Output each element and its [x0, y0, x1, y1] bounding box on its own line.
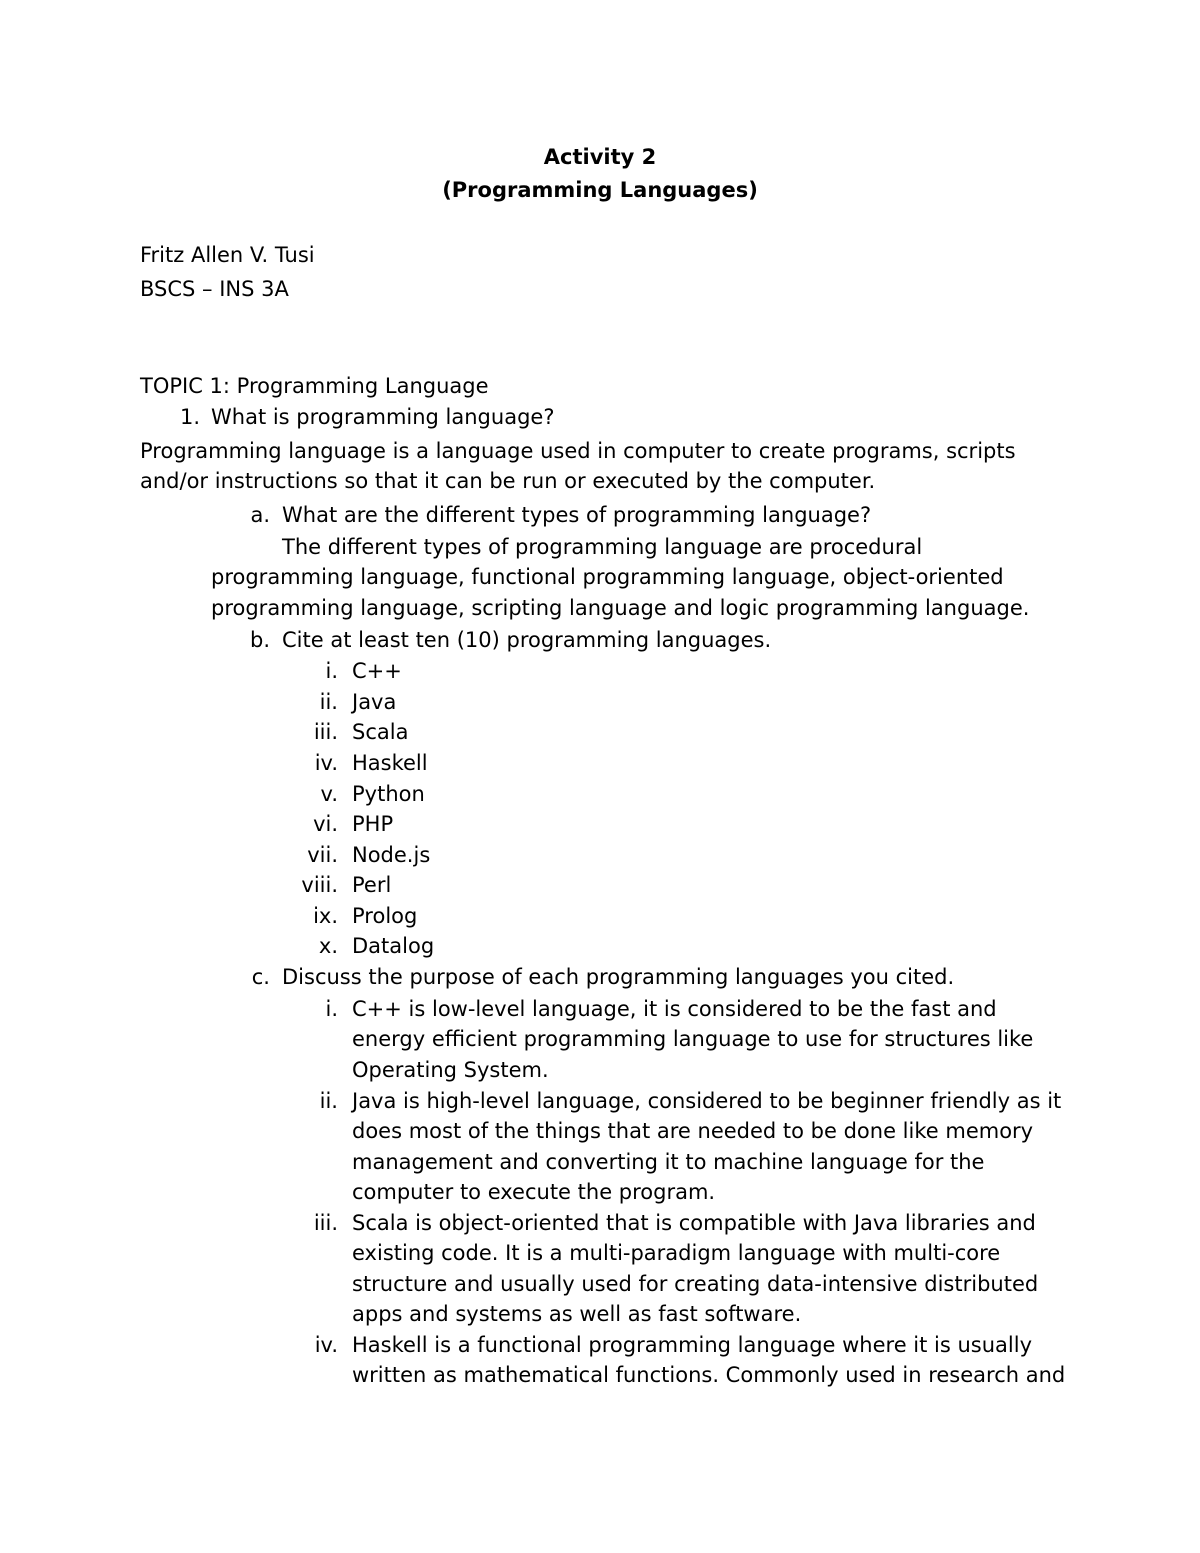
purpose-item-number: ii.: [319, 1089, 338, 1113]
purpose-line: energy efficient programming language to use for structures like: [352, 1027, 1034, 1051]
qb-question: Cite at least ten (10) programming languages.: [282, 628, 772, 652]
q1-answer-line: and/or instructions so that it can be run or executed by the computer.: [140, 469, 876, 493]
qa-answer-line: The different types of programming language are procedural: [282, 535, 923, 559]
purpose-item-number: iv.: [314, 1333, 338, 1357]
list-item: Haskell: [352, 751, 428, 775]
qa-answer-line: programming language, scripting language and logic programming language.: [211, 596, 1030, 620]
purpose-line: apps and systems as well as fast software.: [352, 1302, 802, 1326]
q1-question: What is programming language?: [211, 405, 555, 429]
purpose-line: written as mathematical functions. Commonly used in research and: [352, 1363, 1066, 1387]
purpose-line: Haskell is a functional programming language where it is usually: [352, 1333, 1033, 1357]
document-subtitle: (Programming Languages): [442, 178, 758, 202]
list-item: C++: [352, 659, 402, 683]
list-item-number: iv.: [314, 751, 338, 775]
purpose-line: computer to execute the program.: [352, 1180, 716, 1204]
author-name: Fritz Allen V. Tusi: [140, 243, 315, 267]
author-section: BSCS – INS 3A: [140, 277, 289, 301]
qc-letter: c.: [251, 965, 270, 989]
qa-answer-line: programming language, functional programming language, object-oriented: [211, 565, 1004, 589]
list-item: PHP: [352, 812, 394, 836]
list-item-number: i.: [325, 659, 338, 683]
list-item: Java: [352, 690, 397, 714]
list-item: Scala: [352, 720, 409, 744]
list-item: Prolog: [352, 904, 418, 928]
purpose-line: Scala is object-oriented that is compatible with Java libraries and: [352, 1211, 1036, 1235]
list-item: Node.js: [352, 843, 431, 867]
q1-number: 1.: [179, 405, 200, 429]
list-item: Datalog: [352, 934, 435, 958]
purpose-item-number: iii.: [313, 1211, 338, 1235]
qa-letter: a.: [250, 503, 270, 527]
purpose-line: existing code. It is a multi-paradigm language with multi-core: [352, 1241, 1001, 1265]
list-item-number: iii.: [313, 720, 338, 744]
purpose-item-number: i.: [325, 997, 338, 1021]
document-title: Activity 2: [543, 145, 657, 169]
list-item-number: viii.: [301, 873, 338, 897]
purpose-line: does most of the things that are needed to be done like memory: [352, 1119, 1034, 1143]
purpose-line: structure and usually used for creating data-intensive distributed: [352, 1272, 1039, 1296]
qa-question: What are the different types of programming language?: [282, 503, 872, 527]
qb-letter: b.: [249, 628, 270, 652]
purpose-line: Operating System.: [352, 1058, 549, 1082]
topic-heading: TOPIC 1: Programming Language: [140, 374, 489, 398]
list-item-number: ix.: [313, 904, 338, 928]
qc-question: Discuss the purpose of each programming languages you cited.: [282, 965, 955, 989]
list-item-number: vii.: [307, 843, 338, 867]
list-item-number: x.: [318, 934, 338, 958]
list-item-number: v.: [320, 782, 338, 806]
q1-answer-line: Programming language is a language used in computer to create programs, scripts: [140, 439, 1016, 463]
list-item: Python: [352, 782, 425, 806]
purpose-line: Java is high-level language, considered to be beginner friendly as it: [352, 1089, 1062, 1113]
list-item: Perl: [352, 873, 392, 897]
list-item-number: ii.: [319, 690, 338, 714]
purpose-line: management and converting it to machine language for the: [352, 1150, 985, 1174]
list-item-number: vi.: [313, 812, 338, 836]
purpose-line: C++ is low-level language, it is considered to be the fast and: [352, 997, 997, 1021]
